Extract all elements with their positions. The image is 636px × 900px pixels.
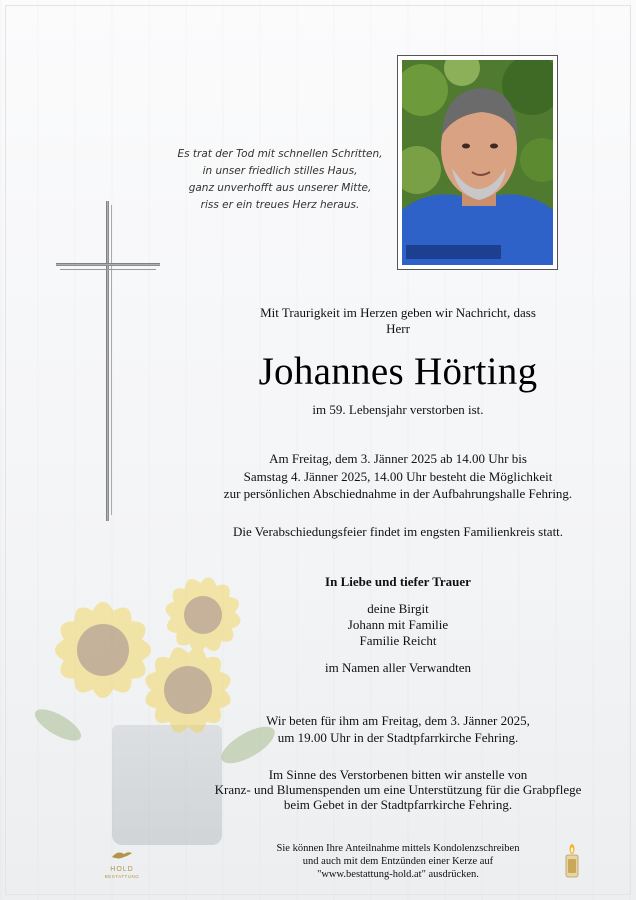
cross-shadow: [111, 205, 112, 515]
poem: [160, 146, 400, 214]
announcement-title: Herr: [386, 321, 410, 336]
footer-line: Sie können Ihre Anteilnahme mittels Kondolenzschreiben: [276, 843, 520, 854]
portrait-photo: [402, 60, 553, 265]
hold-logo: [102, 848, 142, 878]
prayer-line: um 19.00 Uhr in der Stadtpfarrkirche Fehring.: [277, 730, 519, 745]
cross-icon: [106, 201, 109, 521]
viewing-line: Am Freitag, dem 3. Jänner 2025 ab 14.00 Uhr bis: [269, 451, 527, 466]
relatives-line: im Namen aller Verwandten: [325, 660, 471, 675]
announcement-intro: Mit Traurigkeit im Herzen geben wir Nachricht, dass: [260, 305, 536, 320]
cross-beam-shadow: [60, 269, 156, 270]
donation-line: Im Sinne des Verstorbenen bitten wir anstelle von: [268, 767, 528, 782]
logo-text: HOLD: [110, 866, 134, 873]
donation-line: Kranz- und Blumenspenden um eine Unterstützung für die Grabpflege: [214, 782, 582, 797]
mourner-name: Johann mit Familie: [347, 617, 449, 632]
cross-beam: [56, 263, 160, 266]
footer-line[interactable]: "www.bestattung-hold.at" ausdrücken.: [317, 869, 479, 880]
poem-line: riss er ein treues Herz heraus.: [200, 199, 360, 211]
poem-line: in unser friedlich stilles Haus,: [202, 165, 358, 177]
footer-note: [200, 842, 596, 881]
portrait-frame: [397, 55, 558, 270]
deceased-name: Johannes Hörting: [258, 350, 538, 393]
mourner-name: deine Birgit: [367, 601, 429, 616]
ceremony-note: Die Verabschiedungsfeier findet im engsten Familienkreis statt.: [232, 524, 564, 539]
logo-subtext: BESTATTUNG: [104, 874, 140, 879]
prayer-line: Wir beten für ihm am Freitag, dem 3. Jänner 2025,: [266, 713, 530, 728]
mourner-name: Familie Reicht: [359, 633, 437, 648]
mourners-heading: In Liebe und tiefer Trauer: [325, 574, 471, 589]
bird-icon: [110, 849, 134, 861]
candle-icon[interactable]: [561, 843, 583, 879]
poem-line: ganz unverhofft aus unserer Mitte,: [188, 182, 372, 194]
viewing-line: zur persönlichen Abschiednahme in der Aufbahrungshalle Fehring.: [223, 486, 573, 501]
age-line: im 59. Lebensjahr verstorben ist.: [312, 402, 484, 417]
poem-line: Es trat der Tod mit schnellen Schritten,: [177, 148, 383, 160]
viewing-line: Samstag 4. Jänner 2025, 14.00 Uhr besteht die Möglichkeit: [243, 469, 553, 484]
donation-line: beim Gebet in der Stadtpfarrkirche Fehring.: [283, 797, 513, 812]
footer-line: und auch mit dem Entzünden einer Kerze auf: [302, 856, 494, 867]
